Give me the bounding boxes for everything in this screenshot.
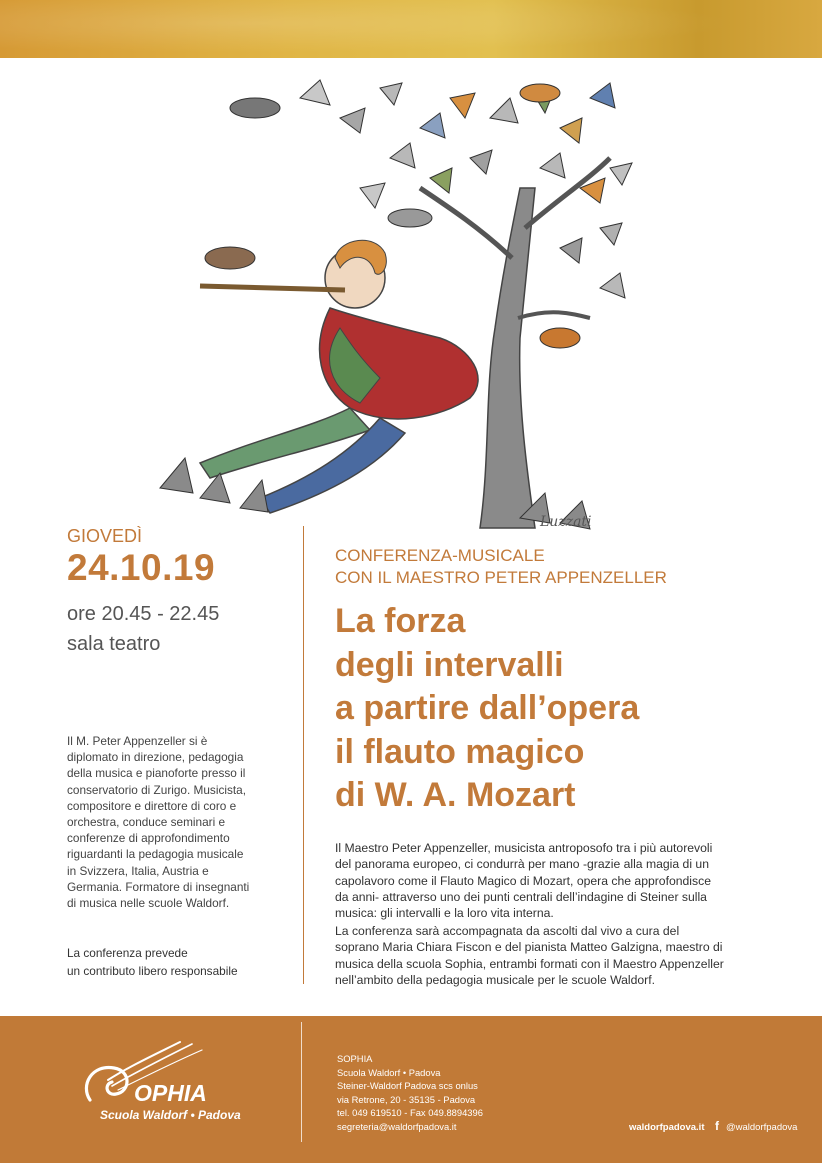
bio-line: riguardanti la pedagogia musicale [67, 847, 244, 862]
contribution-line: un contributo libero responsabile [67, 964, 238, 978]
info-line: Scuola Waldorf • Padova [337, 1066, 441, 1078]
event-performers [335, 923, 724, 988]
contribution-line: La conferenza prevede [67, 946, 188, 960]
website-link[interactable]: waldorfpadova.it [629, 1122, 705, 1133]
speaker-bio [67, 733, 282, 911]
title-line: il flauto magico [335, 732, 585, 771]
title-line: degli intervalli [335, 645, 564, 684]
info-line: SOPHIA [337, 1053, 373, 1064]
illustration-signature: Luzzati [540, 514, 592, 530]
facebook-icon[interactable]: f [715, 1119, 719, 1133]
description-line: capolavoro come il Flauto Magico di Mozart, opera che approfondisce [335, 873, 711, 888]
subtitle-line: CON IL MAESTRO PETER APPENZELLER [335, 568, 667, 587]
event-time: ore 20.45 - 22.45 [67, 603, 220, 625]
bio-line: orchestra, conduce seminari e [67, 815, 226, 830]
description-line: da anni- attraverso uno dei punti centrali dell’indagine di Steiner sulla [335, 889, 707, 904]
footer-divider [301, 1022, 302, 1142]
email-link[interactable]: segreteria@waldorfpadova.it [337, 1120, 457, 1132]
description-line: del panorama europeo, ci condurrà per mano -grazie alla magia di un [335, 857, 709, 872]
event-day: GIOVEDÌ [67, 526, 143, 546]
performers-line: musica della scuola Sophia, entrambi formati con il Maestro Appenzeller [335, 956, 724, 971]
bio-line: Germania. Formatore di insegnanti [67, 879, 250, 894]
description-line: musica: gli intervalli e la loro vita interna. [335, 906, 554, 921]
performers-line: nell’ambito della pedagogia musicale per le scuole Waldorf. [335, 972, 655, 987]
bio-line: di musica nelle scuole Waldorf. [67, 896, 230, 911]
school-contact-info [337, 1052, 483, 1134]
column-divider [303, 526, 304, 984]
description-line: Il Maestro Peter Appenzeller, musicista antroposofo tra i più autorevoli [335, 841, 713, 855]
flute-player-illustration [140, 58, 680, 538]
bio-line: in Svizzera, Italia, Austria e [67, 863, 209, 878]
logo-subtitle: Scuola Waldorf • Padova [100, 1108, 241, 1122]
performers-line: La conferenza sarà accompagnata da ascolti dal vivo a cura del [335, 924, 680, 938]
title-line: La forza [335, 602, 466, 640]
top-decorative-band [0, 0, 822, 58]
info-line: tel. 049 619510 - Fax 049.8894396 [337, 1107, 483, 1119]
bio-line: della musica e pianoforte presso il [67, 766, 246, 781]
subtitle-line: CONFERENZA-MUSICALE [335, 546, 545, 565]
event-subtitle [335, 545, 667, 589]
sophia-logo [78, 1030, 248, 1130]
title-line: di W. A. Mozart [335, 776, 576, 814]
logo-text: OPHIA [134, 1080, 207, 1106]
facebook-handle[interactable]: @waldorfpadova [726, 1122, 798, 1133]
bio-line: conferenze di approfondimento [67, 831, 230, 846]
event-description [335, 840, 712, 921]
contribution-note [67, 944, 282, 980]
bio-line: Il M. Peter Appenzeller si è [67, 734, 208, 748]
event-date: 24.10.19 [67, 547, 216, 588]
bio-line: diplomato in direzione, pedagogia [67, 750, 244, 765]
bio-line: conservatorio di Zurigo. Musicista, [67, 782, 246, 797]
event-title [335, 600, 639, 818]
event-room: sala teatro [67, 633, 161, 655]
info-line: via Retrone, 20 - 35135 - Padova [337, 1093, 476, 1105]
info-line: Steiner-Waldorf Padova scs onlus [337, 1080, 478, 1092]
bio-line: compositore e direttore di coro e [67, 798, 237, 813]
title-line: a partire dall’opera [335, 689, 640, 727]
performers-line: soprano Maria Chiara Fiscon e del pianista Matteo Galzigna, maestro di [335, 940, 723, 955]
